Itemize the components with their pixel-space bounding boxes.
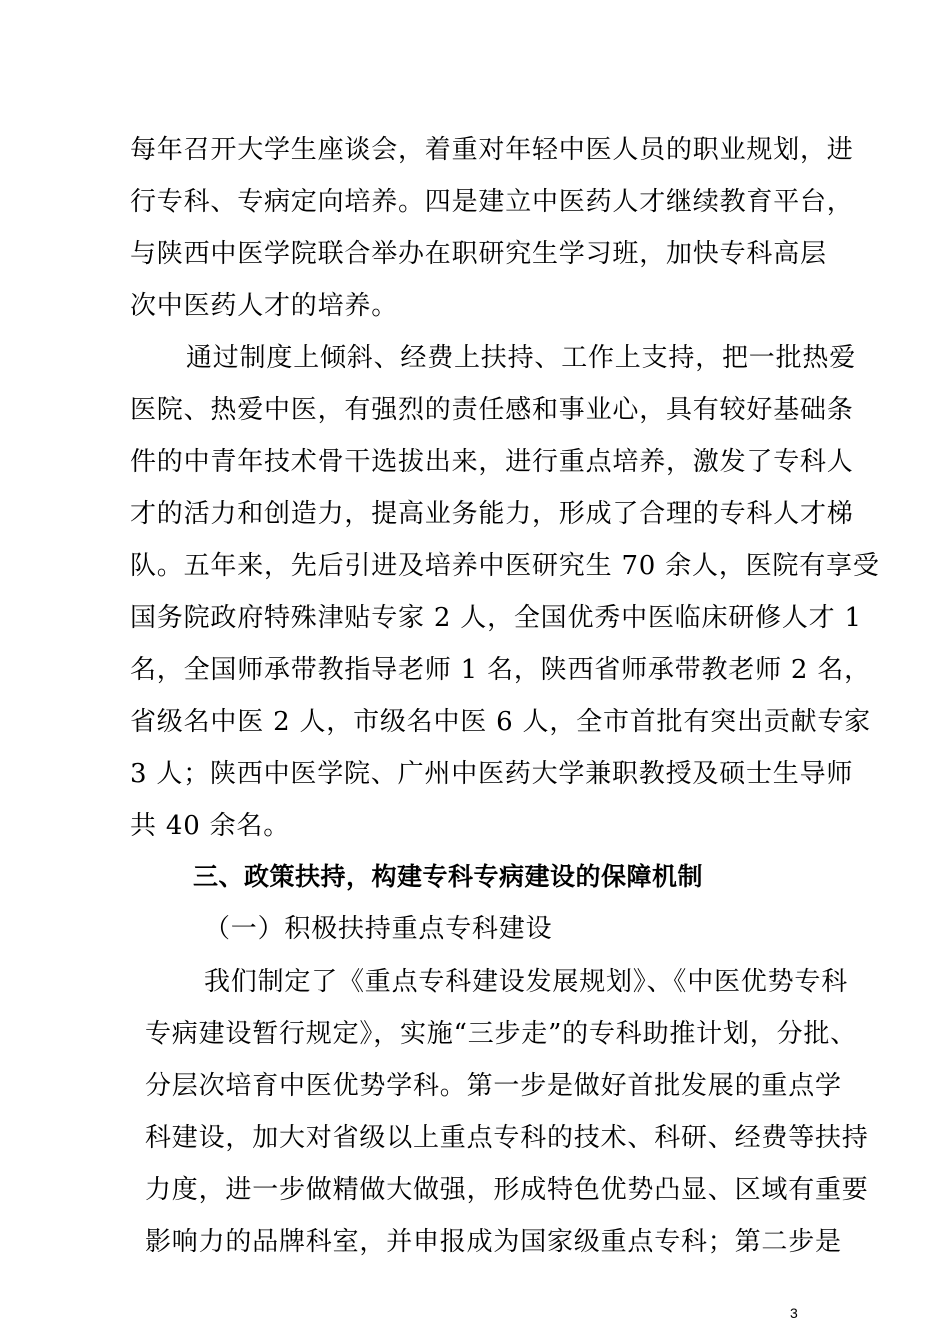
body-text-line: 分层次培育中医优势学科。第一步是做好首批发展的重点学 xyxy=(145,1071,842,1101)
body-text-line: 3 人；陕西中医学院、广州中医药大学兼职教授及硕士生导师 xyxy=(130,759,854,789)
body-text-line: 影响力的品牌科室，并申报成为国家级重点专科；第二步是 xyxy=(145,1227,842,1257)
body-text-line: 医院、热爱中医，有强烈的责任感和事业心，具有较好基础条 xyxy=(130,395,854,425)
body-text-line: 件的中青年技术骨干选拔出来，进行重点培养，激发了专科人 xyxy=(130,447,854,477)
body-text-line: 通过制度上倾斜、经费上扶持、工作上支持，把一批热爱 xyxy=(186,343,857,373)
body-text-line: 与陕西中医学院联合举办在职研究生学习班，加快专科高层 xyxy=(130,239,827,269)
body-text-line: 国务院政府特殊津贴专家 2 人，全国优秀中医临床研修人才 1 xyxy=(130,603,862,633)
body-text-line: 才的活力和创造力，提高业务能力，形成了合理的专科人才梯 xyxy=(130,499,854,529)
body-text-line: 共 40 余名。 xyxy=(130,811,291,841)
body-text-line: 行专科、专病定向培养。四是建立中医药人才继续教育平台， xyxy=(130,187,854,217)
body-text-line: 队。五年来，先后引进及培养中医研究生 70 余人，医院有享受 xyxy=(130,551,880,581)
subsection-heading: （一）积极扶持重点专科建设 xyxy=(204,914,553,944)
page-number: 3 xyxy=(790,1305,798,1321)
body-text-line: 每年召开大学生座谈会，着重对年轻中医人员的职业规划，进 xyxy=(130,135,854,165)
body-text-line: 省级名中医 2 人，市级名中医 6 人，全市首批有突出贡献专家 xyxy=(130,707,871,737)
body-text-line: 力度，进一步做精做大做强，形成特色优势凸显、区域有重要 xyxy=(145,1175,869,1205)
body-text-line: 次中医药人才的培养。 xyxy=(130,291,399,321)
body-text-line: 专病建设暂行规定》，实施“三步走”的专科助推计划，分批、 xyxy=(145,1019,857,1049)
body-text-line: 科建设，加大对省级以上重点专科的技术、科研、经费等扶持 xyxy=(145,1123,869,1153)
body-text-line: 我们制定了《重点专科建设发展规划》、《中医优势专科 xyxy=(204,967,849,997)
body-text-line: 名，全国师承带教指导老师 1 名，陕西省师承带教老师 2 名， xyxy=(130,655,871,685)
section-heading: 三、政策扶持，构建专科专病建设的保障机制 xyxy=(193,862,704,891)
